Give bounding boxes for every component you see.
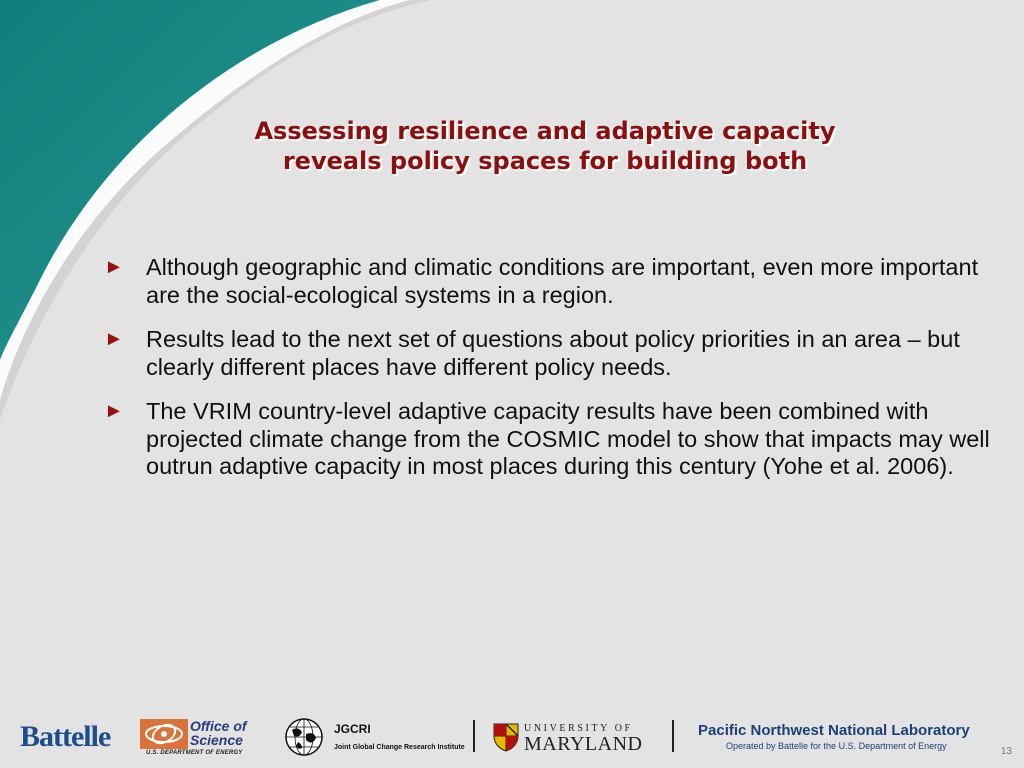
bullet-text: Results lead to the next set of questions about policy priorities in an area – but clearly different places have different policy needs.	[146, 326, 960, 380]
university-of-text: UNIVERSITY OF	[524, 723, 633, 734]
separator	[473, 720, 475, 752]
office-of-science-logo	[140, 719, 258, 759]
bullet-item	[104, 254, 1004, 309]
jgcri-acronym: JGCRI	[334, 722, 371, 736]
maryland-shield-icon	[492, 722, 520, 752]
bullet-arrow-icon: ►	[104, 400, 124, 422]
bullet-text: Although geographic and climatic conditions are important, even more important are the social-ecological systems in a region.	[146, 254, 979, 308]
title-line-1: Assessing resilience and adaptive capacity	[254, 117, 836, 145]
bullet-arrow-icon: ►	[104, 256, 124, 278]
bullet-text: The VRIM country-level adaptive capacity results have been combined with projected climate change from the COSMIC model to show that impacts may well outrun adaptive capacity in most places during this century (Yohe et al. 2006).	[146, 398, 990, 479]
bullet-item	[104, 326, 1004, 381]
doe-emblem-icon	[140, 719, 188, 749]
pnnl-tagline: Operated by Battelle for the U.S. Department of Energy	[726, 741, 947, 751]
jgcri-fullname: Joint Global Change Research Institute	[334, 744, 465, 751]
pnnl-name: Pacific Northwest National Laboratory	[698, 722, 970, 739]
footer-logo-bar	[0, 700, 1024, 768]
bullet-list	[104, 254, 1004, 498]
slide-title	[160, 116, 930, 176]
battelle-logo: Battelle	[20, 720, 111, 753]
office-of-text: Office of	[190, 718, 247, 734]
science-text: Science	[190, 732, 243, 748]
globe-icon	[280, 716, 328, 758]
university-of-maryland-logo	[492, 720, 652, 756]
doe-text: U.S. DEPARTMENT OF ENERGY	[146, 750, 243, 756]
bullet-arrow-icon: ►	[104, 328, 124, 350]
pnnl-logo	[698, 722, 978, 751]
title-line-2: reveals policy spaces for building both	[282, 147, 808, 175]
maryland-text: MARYLAND	[524, 733, 643, 755]
page-number: 13	[1000, 746, 1012, 757]
separator	[672, 720, 674, 752]
bullet-item	[104, 398, 1004, 481]
jgcri-logo	[280, 716, 465, 758]
